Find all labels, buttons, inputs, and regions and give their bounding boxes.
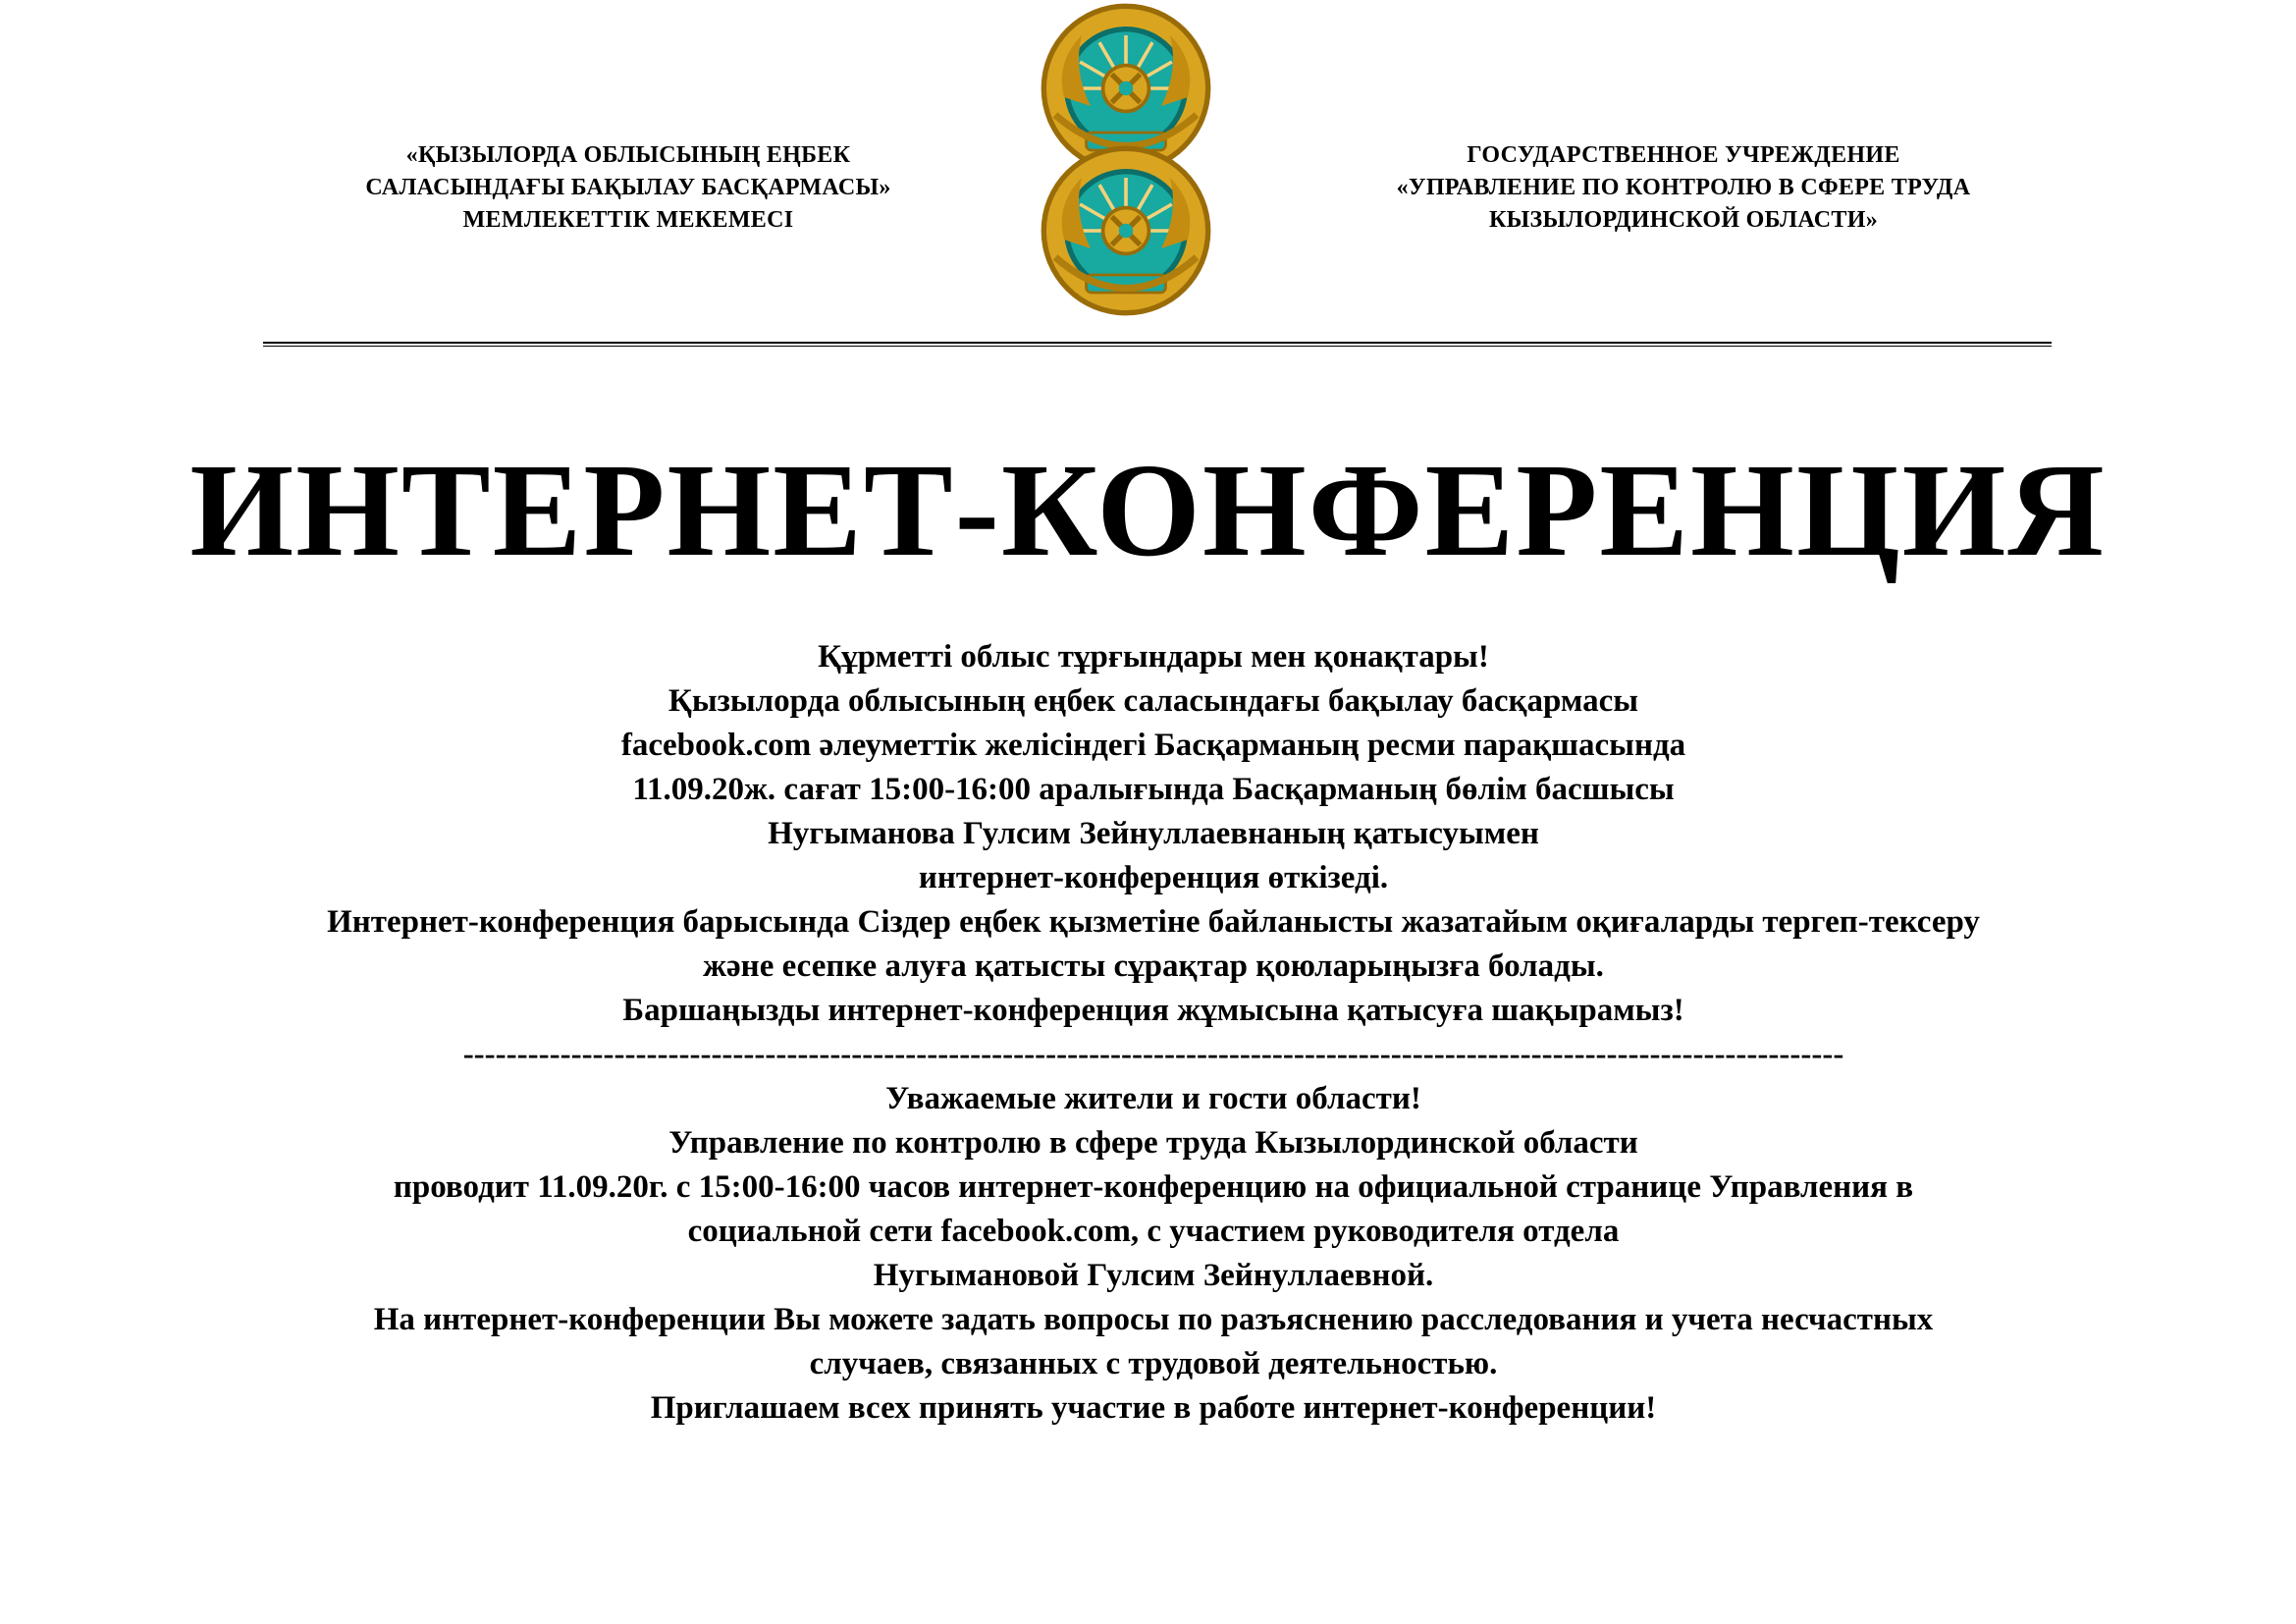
kazakh-line: Құрметті облыс тұрғындары мен қонақтары! (818, 639, 1489, 675)
russian-line: Нугымановой Гулсим Зейнуллаевной. (873, 1258, 1434, 1293)
header-left-line-2: САЛАСЫНДАҒЫ БАҚЫЛАУ БАСҚАРМАСЫ» (365, 175, 891, 200)
header-kazakh-institution (294, 139, 962, 237)
kazakh-line: интернет-конференция өткізеді. (918, 860, 1389, 895)
russian-line: проводит 11.09.20г. с 15:00-16:00 часов интернет-конференцию на официальной странице Управления в (393, 1169, 1914, 1205)
page-title: ИНТЕРНЕТ-КОНФЕРЕНЦИЯ (189, 437, 2107, 584)
header-left-line-3: МЕМЛЕКЕТТІК МЕКЕМЕСІ (462, 207, 794, 233)
divider-line-thick (263, 342, 2052, 344)
state-emblem-icon (1038, 142, 1214, 319)
header-right-line-1: ГОСУДАРСТВЕННОЕ УЧРЕЖДЕНИЕ (1467, 142, 1900, 168)
russian-line: Приглашаем всех принять участие в работе интернет-конференции! (650, 1390, 1657, 1426)
kazakh-line: Баршаңызды интернет-конференция жұмысына қатысуға шақырамыз! (622, 993, 1684, 1028)
kazakh-line: және есепке алуға қатысты сұрақтар қоюларыңызға болады. (703, 948, 1604, 984)
header-right-line-3: КЫЗЫЛОРДИНСКОЙ ОБЛАСТИ» (1488, 207, 1879, 233)
section-separator: -------------------------------------------------------------------------------------------------------------------------------- (462, 1037, 1844, 1072)
header-right-line-2: «УПРАВЛЕНИЕ ПО КОНТРОЛЮ В СФЕРЕ ТРУДА (1396, 175, 1971, 200)
header-russian-institution (1330, 139, 2037, 237)
state-emblem-graphic (1041, 146, 1211, 316)
kazakh-line: facebook.com әлеуметтік желісіндегі Басқарманың ресми парақшасында (620, 728, 1686, 763)
kazakh-line: Қызылорда облысының еңбек саласындағы бақылау басқармасы (667, 683, 1639, 719)
kazakh-line: 11.09.20ж. сағат 15:00-16:00 аралығында Басқарманың бөлім басшысы (632, 772, 1675, 807)
russian-line: Управление по контролю в сфере труда Кызылординской области (668, 1125, 1638, 1161)
header-divider (263, 342, 2052, 347)
russian-line: На интернет-конференции Вы можете задать вопросы по разъяснению расследования и учета несчастных (373, 1302, 1934, 1337)
kazakh-line: Нугыманова Гулсим Зейнуллаевнаның қатысуымен (768, 816, 1539, 851)
russian-line: Уважаемые жители и гости области! (885, 1081, 1421, 1116)
russian-line: социальной сети facebook.com, с участием руководителя отдела (687, 1214, 1620, 1249)
russian-line: случаев, связанных с трудовой деятельностью. (809, 1346, 1498, 1381)
announcement-body (147, 635, 2160, 1431)
divider-line-thin (263, 346, 2052, 347)
kazakh-line: Интернет-конференция барысында Сіздер еңбек қызметіне байланысты жазатайым оқиғаларды тергеп-тексеру (327, 904, 1980, 940)
header-left-line-1: «ҚЫЗЫЛОРДА ОБЛЫСЫНЫҢ ЕҢБЕК (405, 142, 851, 168)
